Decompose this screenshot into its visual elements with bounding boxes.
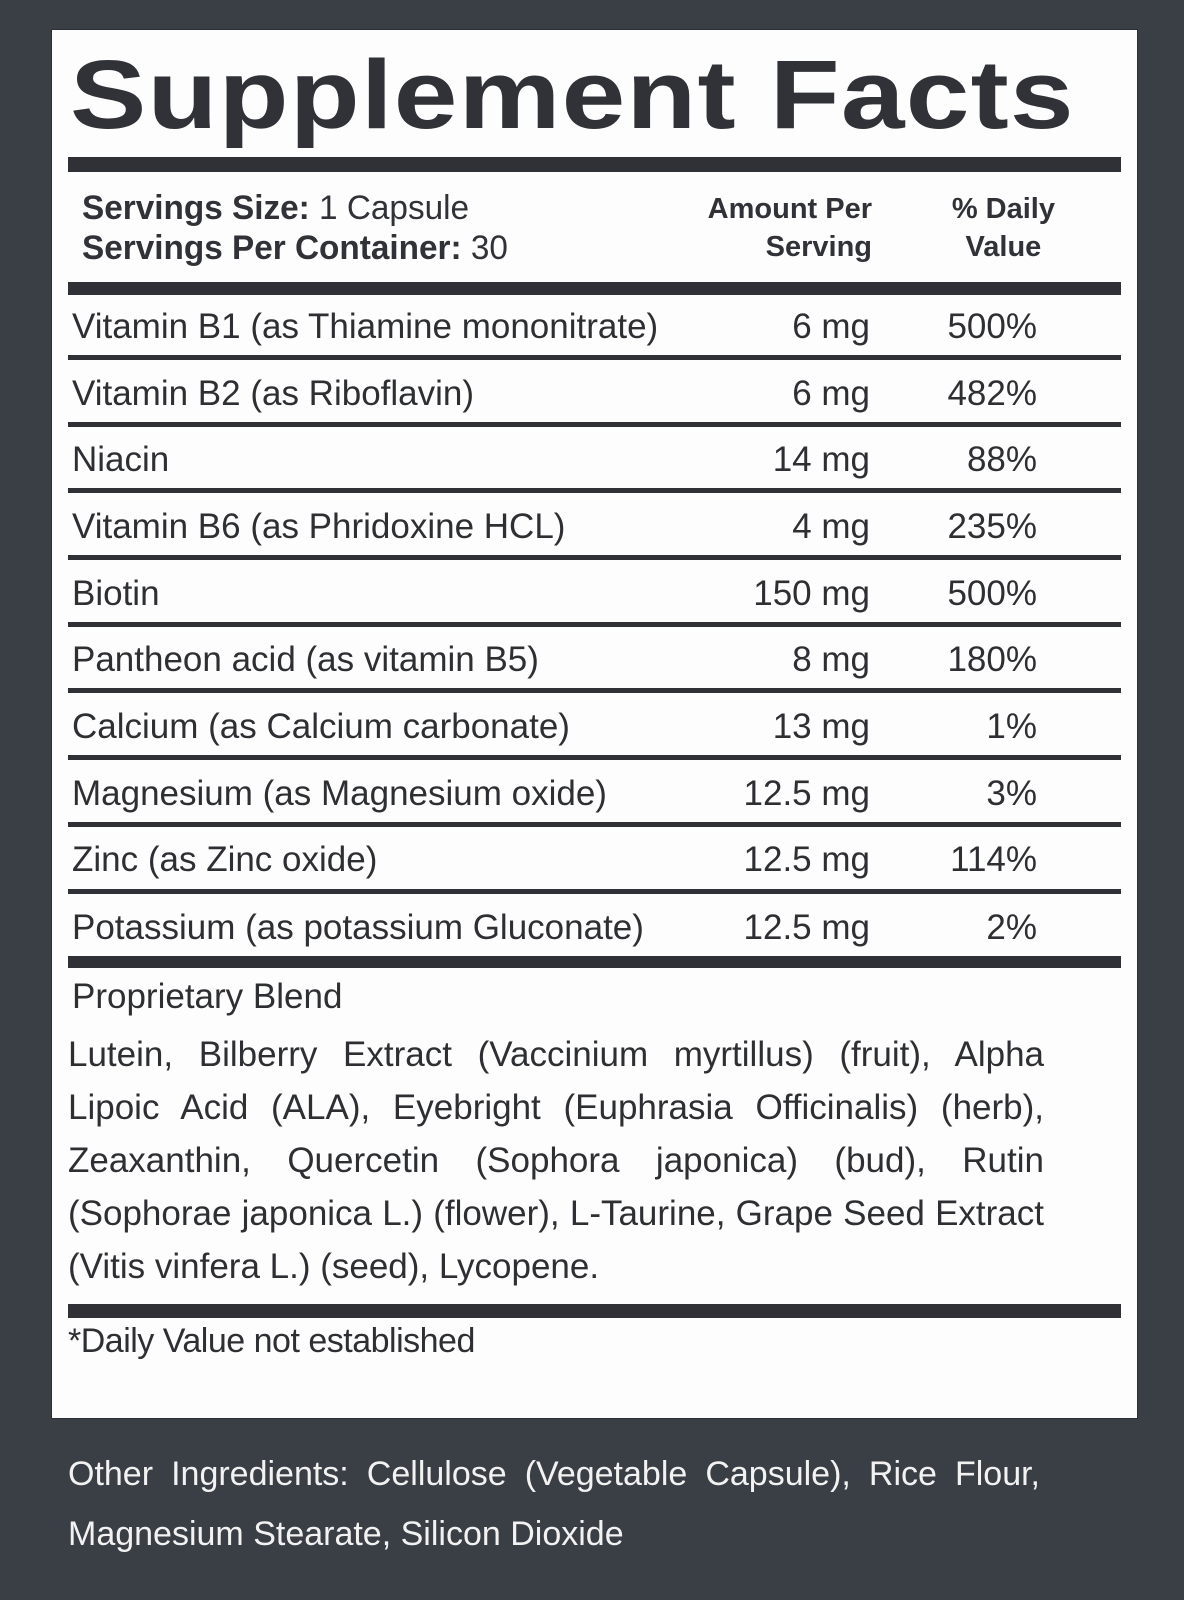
row-divider <box>68 555 1121 560</box>
row-divider <box>68 889 1121 894</box>
column-header-amount: Amount Per Serving <box>707 193 872 263</box>
nutrient-row <box>72 429 1112 491</box>
table-top-divider <box>68 282 1121 295</box>
nutrient-name: Magnesium (as Magnesium oxide) <box>72 774 607 813</box>
nutrient-amount: 12.5 mg <box>743 908 870 947</box>
nutrient-row <box>72 629 1112 691</box>
header-divider <box>68 157 1121 172</box>
nutrient-name: Calcium (as Calcium carbonate) <box>72 707 570 746</box>
nutrient-row <box>72 763 1112 825</box>
nutrient-dv: 114% <box>950 840 1037 879</box>
label-title: Supplement Facts <box>70 40 1075 149</box>
blend-divider <box>68 956 1121 968</box>
other-ingredients: Other Ingredients: Cellulose (Vegetable Capsule), Rice Flour, Magnesium Stearate, Silicon Dioxide <box>68 1455 1040 1553</box>
nutrient-dv: 482% <box>947 374 1037 413</box>
row-divider <box>68 622 1121 627</box>
footnote-divider <box>68 1304 1121 1318</box>
serving-size: Servings Size: 1 Capsule <box>82 189 470 227</box>
nutrient-row <box>72 363 1112 425</box>
nutrient-dv: 3% <box>986 774 1037 813</box>
nutrient-dv: 500% <box>947 307 1037 346</box>
nutrient-name: Vitamin B6 (as Phridoxine HCL) <box>72 507 566 546</box>
nutrient-row <box>72 496 1112 558</box>
nutrient-amount: 14 mg <box>772 440 870 479</box>
servings-per-container: Servings Per Container: 30 <box>82 229 508 267</box>
nutrient-amount: 12.5 mg <box>743 774 870 813</box>
daily-value-footnote: *Daily Value not established <box>68 1322 475 1360</box>
nutrient-name: Zinc (as Zinc oxide) <box>72 840 378 879</box>
nutrient-amount: 12.5 mg <box>743 840 870 879</box>
row-divider <box>68 355 1121 360</box>
nutrient-row <box>72 696 1112 758</box>
nutrient-amount: 13 mg <box>772 707 870 746</box>
serving-info <box>82 188 508 268</box>
nutrient-amount: 150 mg <box>753 574 870 613</box>
nutrient-amount: 4 mg <box>792 507 870 546</box>
nutrient-dv: 500% <box>947 574 1037 613</box>
nutrient-dv: 1% <box>986 707 1037 746</box>
supplement-facts-panel <box>52 30 1137 1418</box>
nutrient-dv: 2% <box>986 908 1037 947</box>
nutrient-name: Niacin <box>72 440 170 479</box>
nutrient-amount: 6 mg <box>792 374 870 413</box>
proprietary-blend-title: Proprietary Blend <box>72 977 343 1016</box>
nutrient-row <box>72 897 1112 959</box>
column-header-daily-value: % Daily Value <box>951 193 1055 263</box>
row-divider <box>68 755 1121 760</box>
nutrient-row <box>72 563 1112 625</box>
nutrient-amount: 8 mg <box>792 640 870 679</box>
nutrient-dv: 88% <box>966 440 1037 479</box>
nutrient-name: Vitamin B2 (as Riboflavin) <box>72 374 475 413</box>
nutrient-name: Biotin <box>72 574 160 613</box>
proprietary-blend-ingredients: Lutein, Bilberry Extract (Vaccinium myrtillus) (fruit), Alpha Lipoic Acid (ALA), Eyebright (Euphrasia Officinalis) (herb), Zeaxanthin, Quercetin (Sophora japonica) (bud), Rutin (Sophorae japonica L.) (flower), L-Taurine, Grape Seed Extract (Vitis vinfera L.) (seed), Lycopene. <box>68 1035 1044 1286</box>
nutrient-dv: 235% <box>947 507 1037 546</box>
nutrient-row <box>72 829 1112 891</box>
nutrient-name: Potassium (as potassium Gluconate) <box>72 908 644 947</box>
row-divider <box>68 488 1121 493</box>
row-divider <box>68 422 1121 427</box>
row-divider <box>68 822 1121 827</box>
nutrient-row <box>72 296 1112 358</box>
nutrient-name: Pantheon acid (as vitamin B5) <box>72 640 539 679</box>
nutrient-dv: 180% <box>947 640 1037 679</box>
row-divider <box>68 688 1121 693</box>
nutrient-name: Vitamin B1 (as Thiamine mononitrate) <box>72 307 659 346</box>
nutrient-amount: 6 mg <box>792 307 870 346</box>
